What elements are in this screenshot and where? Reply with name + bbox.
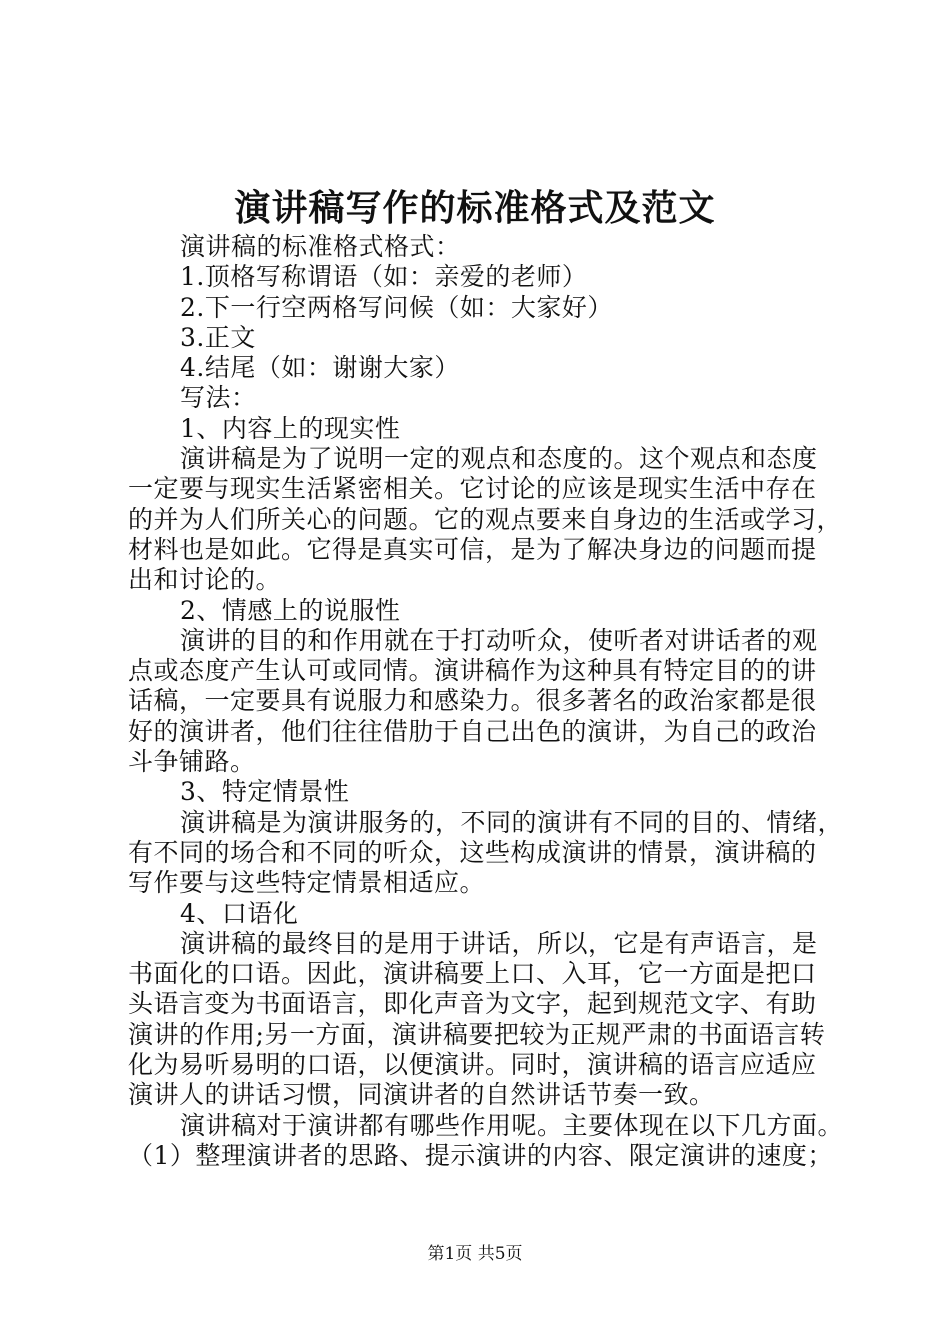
text-line: 一定要与现实生活紧密相关。它讨论的应该是现实生活中存在 xyxy=(128,474,817,504)
text-line: 2、情感上的说服性 xyxy=(180,595,401,625)
text-line: 2.下一行空两格写问候（如：大家好） xyxy=(180,292,613,322)
document-title: 演讲稿写作的标准格式及范文 xyxy=(234,187,716,229)
document-body xyxy=(128,232,844,1171)
text-line: 演讲人的讲话习惯，同演讲者的自然讲话节奏一致。 xyxy=(128,1080,715,1110)
text-line: 演讲稿对于演讲都有哪些作用呢。主要体现在以下几方面。 xyxy=(180,1110,844,1140)
text-line: （1）整理演讲者的思路、提示演讲的内容、限定演讲的速度； xyxy=(128,1140,833,1170)
text-line: 写作要与这些特定情景相适应。 xyxy=(128,868,486,898)
text-line: 3、特定情景性 xyxy=(180,777,350,807)
text-line: 演讲稿的标准格式格式： xyxy=(180,232,461,261)
text-line: 有不同的场合和不同的听众，这些构成演讲的情景，演讲稿的 xyxy=(128,837,817,867)
text-line: 点或态度产生认可或同情。演讲稿作为这种具有特定目的的讲 xyxy=(128,656,817,686)
text-line: 斗争铺路。 xyxy=(128,747,256,777)
text-line: 材料也是如此。它得是真实可信，是为了解决身边的问题而提 xyxy=(128,534,817,564)
text-line: 书面化的口语。因此，演讲稿要上口、入耳，它一方面是把口 xyxy=(128,959,817,989)
text-line: 3.正文 xyxy=(180,322,256,352)
text-line: 1、内容上的现实性 xyxy=(180,413,401,443)
text-line: 演讲的目的和作用就在于打动听众，使听者对讲话者的观 xyxy=(180,625,818,655)
text-line: 演讲稿的最终目的是用于讲话，所以，它是有声语言，是 xyxy=(180,928,818,958)
text-line: 演讲的作用;另一方面，演讲稿要把较为正规严肃的书面语言转 xyxy=(128,1019,826,1049)
text-line: 好的演讲者，他们往往借肋于自己出色的演讲，为自己的政治 xyxy=(128,716,817,746)
text-line: 1.顶格写称谓语（如：亲爱的老师） xyxy=(180,262,588,292)
text-line: 出和讨论的。 xyxy=(128,565,282,595)
page-footer: 第1页 共5页 xyxy=(427,1244,523,1264)
text-line: 演讲稿是为了说明一定的观点和态度的。这个观点和态度 xyxy=(180,444,818,474)
text-line: 头语言变为书面语言，即化声音为文字，起到规范文字、有助 xyxy=(128,989,817,1019)
text-line: 演讲稿是为演讲服务的，不同的演讲有不同的目的、情绪， xyxy=(180,807,844,837)
text-line: 的并为人们所关心的问题。它的观点要来自身边的生活或学习， xyxy=(128,504,843,534)
text-line: 4.结尾（如：谢谢大家） xyxy=(180,353,460,383)
text-line: 4、口语化 xyxy=(180,898,299,928)
text-line: 写法： xyxy=(180,383,257,413)
text-line: 话稿，一定要具有说服力和感染力。很多著名的政治家都是很 xyxy=(128,686,817,716)
text-line: 化为易听易明的口语，以便演讲。同时，演讲稿的语言应适应 xyxy=(128,1050,817,1080)
